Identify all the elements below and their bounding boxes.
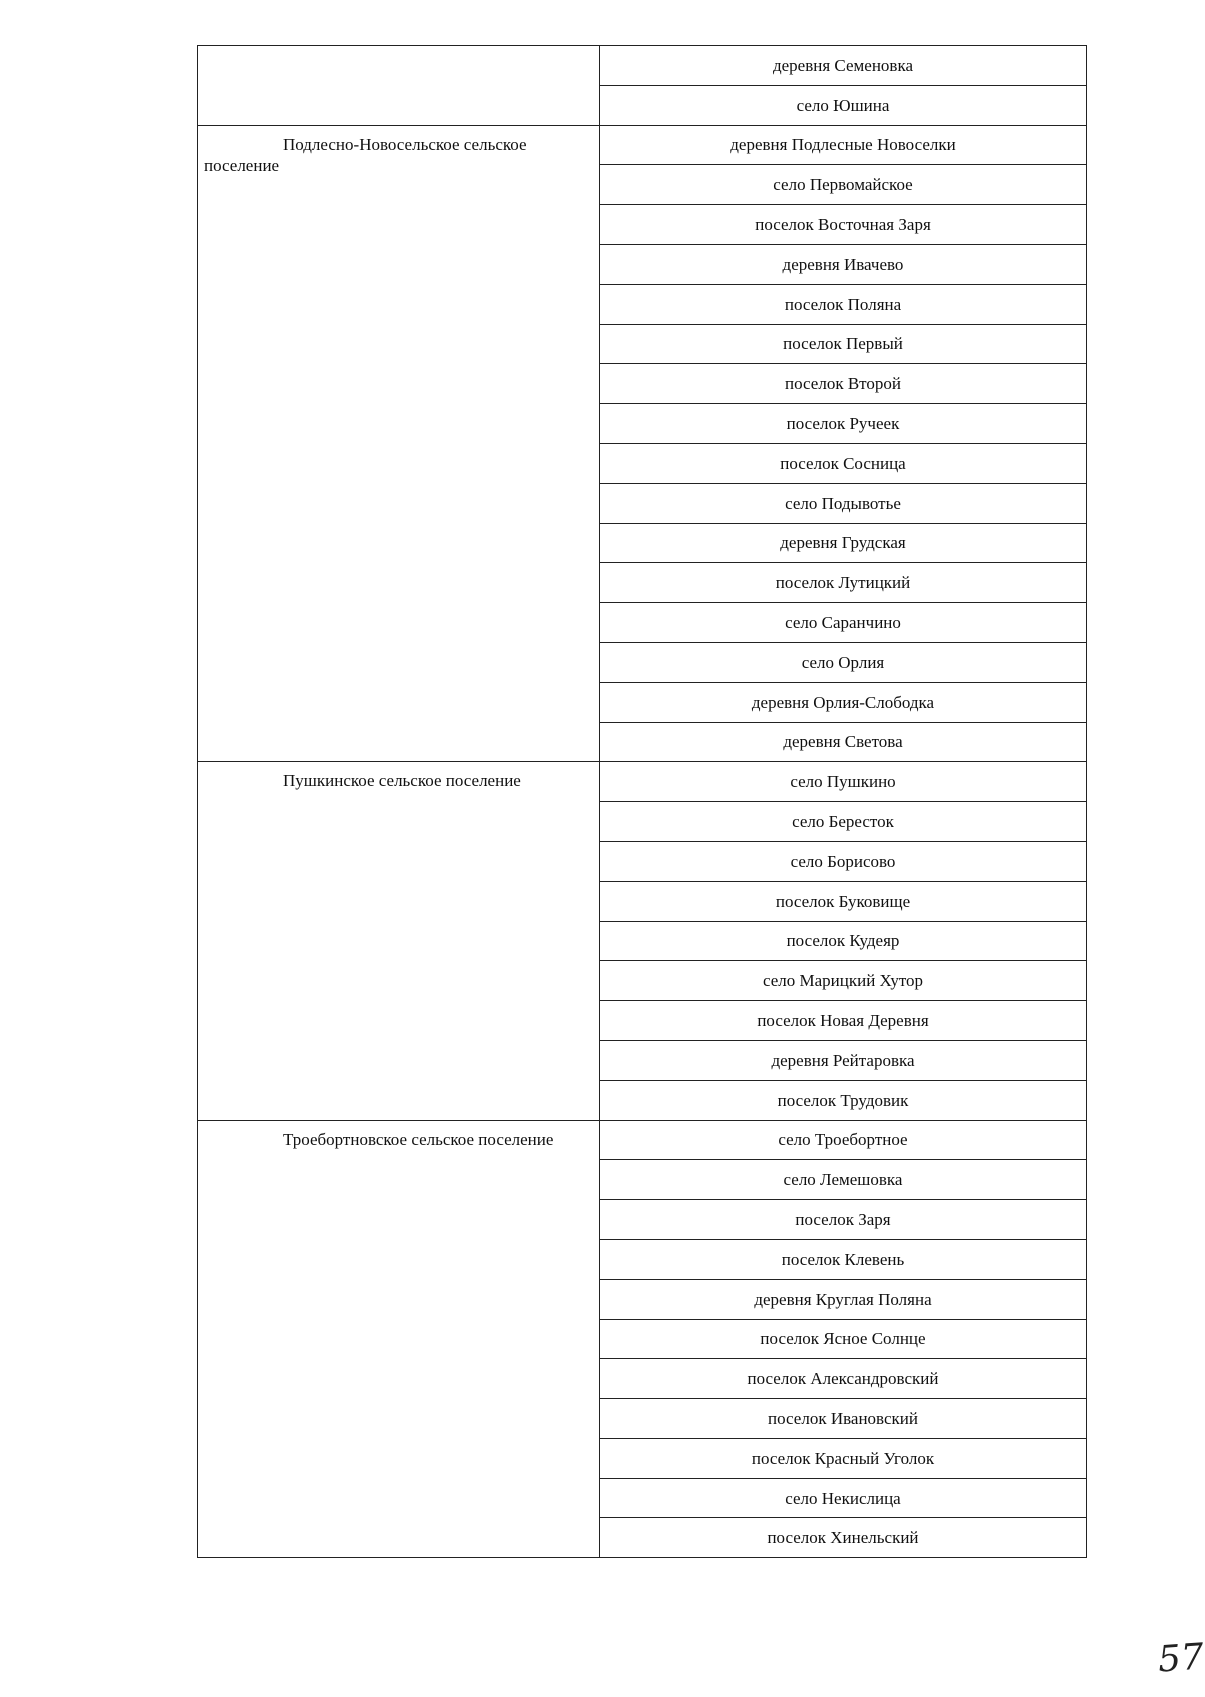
locality-name: деревня Круглая Поляна [600,1279,1087,1319]
locality-name: деревня Светова [600,722,1087,762]
locality-name: поселок Трудовик [600,1080,1087,1120]
locality-name: поселок Первый [600,324,1087,364]
locality-name: поселок Новая Деревня [600,1001,1087,1041]
table-body [198,46,1087,1558]
locality-name: село Саранчино [600,603,1087,643]
locality-name: село Пушкино [600,762,1087,802]
locality-name: поселок Второй [600,364,1087,404]
locality-name: поселок Кудеяр [600,921,1087,961]
locality-name: поселок Ивановский [600,1399,1087,1439]
locality-name: поселок Поляна [600,284,1087,324]
table-row [198,762,1087,802]
locality-name: поселок Красный Уголок [600,1438,1087,1478]
locality-name: деревня Ивачево [600,244,1087,284]
locality-name: деревня Семеновка [600,46,1087,86]
locality-name: поселок Сосница [600,443,1087,483]
table-row [198,46,1087,86]
locality-name: село Орлия [600,642,1087,682]
locality-name: поселок Лутицкий [600,563,1087,603]
locality-name: село Бересток [600,802,1087,842]
locality-name: поселок Александровский [600,1359,1087,1399]
settlement-group-name [198,46,600,126]
table-row [198,125,1087,165]
locality-name: поселок Буковище [600,881,1087,921]
locality-name: поселок Клевень [600,1239,1087,1279]
locality-name: село Марицкий Хутор [600,961,1087,1001]
locality-name: деревня Рейтаровка [600,1040,1087,1080]
locality-name: село Некислица [600,1478,1087,1518]
locality-name: деревня Орлия-Слободка [600,682,1087,722]
locality-name: село Подывотье [600,483,1087,523]
settlements-table [197,45,1087,1558]
locality-name: село Лемешовка [600,1160,1087,1200]
handwritten-page-number: 57 [1156,1636,1205,1681]
locality-name: деревня Грудская [600,523,1087,563]
locality-name: село Юшина [600,85,1087,125]
locality-name: деревня Подлесные Новоселки [600,125,1087,165]
locality-name: поселок Хинельский [600,1518,1087,1558]
locality-name: село Первомайское [600,165,1087,205]
locality-name: поселок Заря [600,1200,1087,1240]
settlement-group-name: Троебортновское сельское поселение [198,1120,600,1558]
table-row [198,1120,1087,1160]
locality-name: поселок Восточная Заря [600,205,1087,245]
locality-name: поселок Ясное Солнце [600,1319,1087,1359]
locality-name: село Борисово [600,841,1087,881]
locality-name: поселок Ручеек [600,404,1087,444]
locality-name: село Троебортное [600,1120,1087,1160]
settlement-group-name: Подлесно-Новосельское сельское поселение [198,125,600,762]
settlement-group-name: Пушкинское сельское поселение [198,762,600,1120]
